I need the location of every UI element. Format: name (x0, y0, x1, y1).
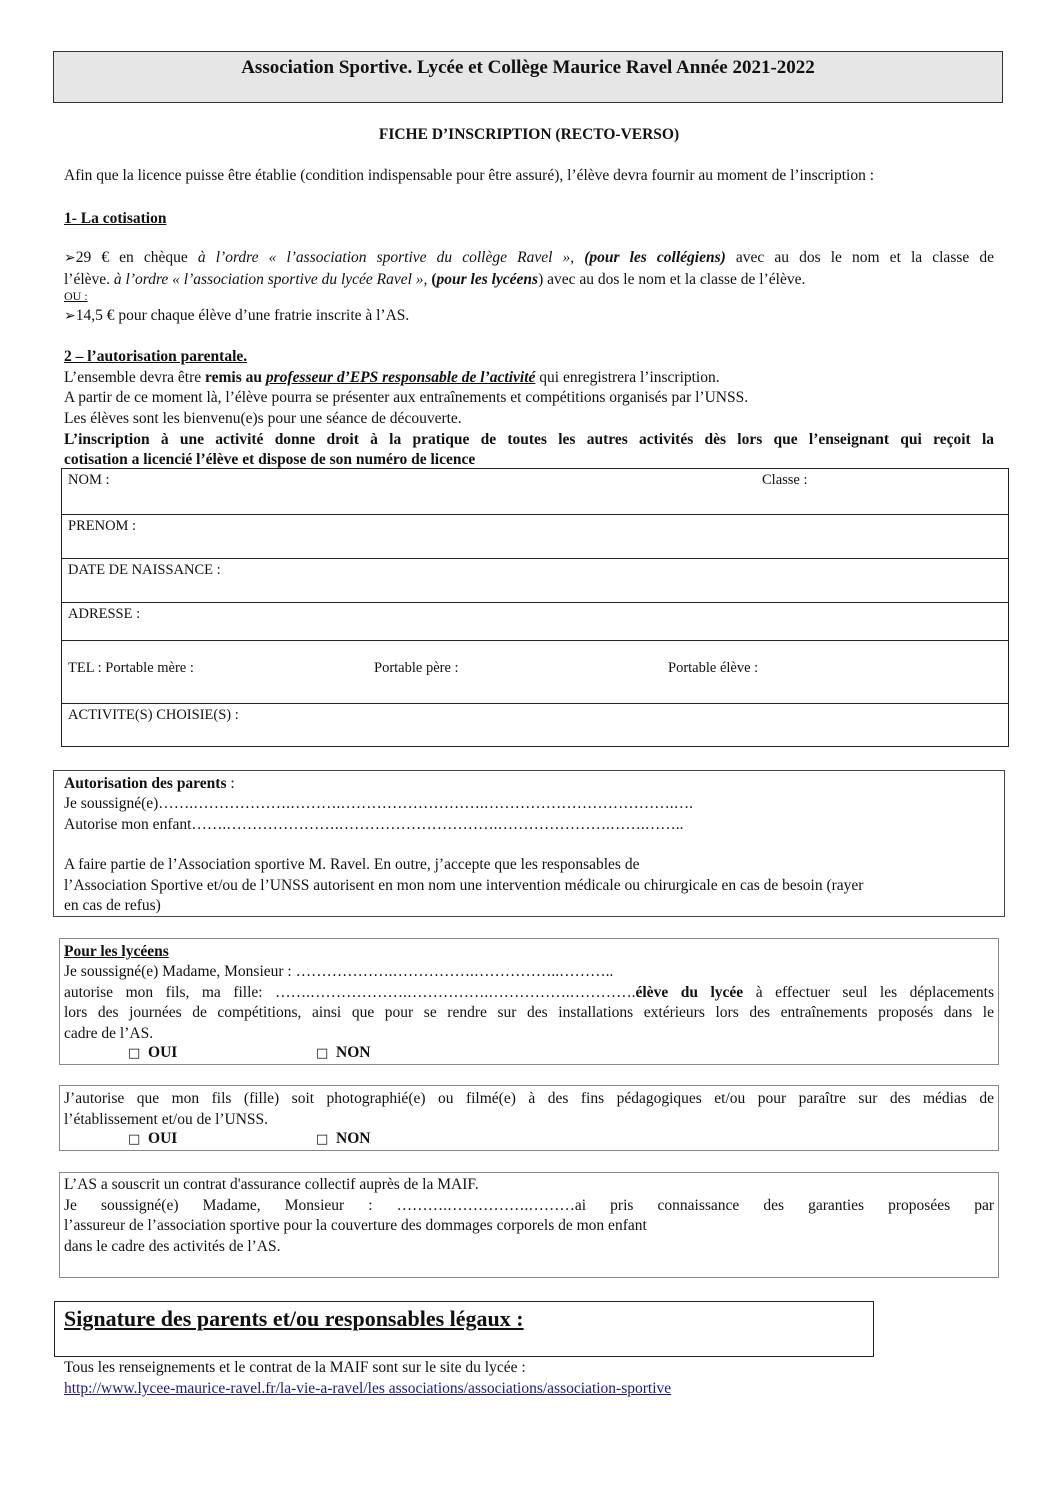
paren-open: ( (431, 271, 437, 288)
row-telephone[interactable] (62, 640, 1008, 703)
cotisation-line-2 (64, 270, 805, 290)
checkbox-icon[interactable]: □ (316, 1046, 329, 1061)
photo-non-label: NON (336, 1130, 371, 1147)
label-classe: Classe : (762, 472, 808, 488)
p1-a: L’ensemble devra être (64, 369, 206, 386)
lyceens-oui-label: OUI (148, 1044, 178, 1061)
section2-para-1 (64, 368, 720, 388)
lyceens-line2-a: autorise mon fils, ma fille: …….……………….…………….…………….…………. (64, 984, 636, 1001)
row-date-naissance[interactable] (62, 558, 1008, 602)
autorisation-heading-line (64, 774, 235, 794)
footer-link-line (64, 1379, 671, 1399)
cotisation-line-1 (64, 248, 994, 268)
row-adresse[interactable] (62, 602, 1008, 640)
lyceens-line-1[interactable]: Je soussigné(e) Madame, Monsieur : ……………….…………….……………..……….. (64, 963, 614, 980)
arrow-icon: ➢ (64, 250, 76, 266)
footer-text: Tous les renseignements et le contrat de la MAIF sont sur le site du lycée : (64, 1359, 526, 1376)
section2-para-4-line2: cotisation a licencié l’élève et dispose de son numéro de licence (64, 451, 476, 468)
p1-d: qui enregistrera l’inscription. (535, 369, 720, 386)
checkbox-icon[interactable]: □ (128, 1132, 141, 1147)
arrow-icon: ➢ (64, 308, 76, 324)
checkbox-icon[interactable]: □ (128, 1046, 141, 1061)
lyceens-non-label: NON (336, 1044, 371, 1061)
cotisation-line-3 (64, 306, 409, 326)
label-tel-eleve: Portable élève : (668, 660, 759, 676)
label-adresse: ADRESSE : (68, 606, 141, 622)
lyceens-oui-option[interactable] (128, 1044, 177, 1062)
section2-para-4-line1: L’inscription à une activité donne droit à la pratique de toutes les autres activités dès lors que l’enseignant qui reçoit la (64, 431, 994, 448)
cotisation-line2-end: ) avec au dos le nom et la classe de l’élève. (538, 271, 806, 288)
assurance-line-1: L’AS a souscrit un contrat d'assurance collectif auprès de la MAIF. (64, 1176, 479, 1193)
label-nom: NOM : (68, 472, 110, 488)
row-nom[interactable] (62, 469, 1008, 514)
registration-form (61, 468, 1009, 747)
row-activites[interactable] (62, 703, 1008, 746)
lyceens-line-4: cadre de l’AS. (64, 1025, 154, 1042)
autorisation-line-2[interactable]: Autorise mon enfant…….………………….………………………….………………….…….…….. (64, 816, 684, 833)
lyceens-eleve-du-lycee: élève du lycée (635, 984, 744, 1001)
section2-para-2: A partir de ce moment là, l’élève pourra se présenter aux entraînements et compétitions organisés par l’UNSS. (64, 389, 749, 406)
cotisation-line1-end: avec au dos le nom et la classe de (725, 249, 994, 266)
section2-heading: 2 – l’autorisation parentale. (64, 348, 248, 365)
website-link[interactable]: http://www.lycee-maurice-ravel.fr/la-vie-a-ravel/les associations/associations/association-sportive (64, 1380, 672, 1397)
label-prenom: PRENOM : (68, 518, 137, 534)
cotisation-order-lycee: à l’ordre « l’association sportive du lycée Ravel », (113, 271, 432, 288)
header-title: Association Sportive. Lycée et Collège Maurice Ravel Année 2021-2022 (241, 57, 815, 78)
assurance-line-4: dans le cadre des activités de l’AS. (64, 1238, 281, 1255)
lyceens-heading: Pour les lycéens (64, 943, 169, 960)
assurance-line-3: l’assureur de l’association sportive pour la couverture des dommages corporels de mon enfant (64, 1217, 647, 1234)
autorisation-line-4: l’Association Sportive et/ou de l’UNSS autorisent en mon nom une intervention médicale ou chirurgicale en cas de besoin (rayer (64, 877, 864, 894)
photo-line-1: J’autorise que mon fils (fille) soit photographié(e) ou filmé(e) à des fins pédagogiques et/ou pour paraître sur des médias de (64, 1090, 994, 1107)
label-tel-pere: Portable père : (374, 660, 459, 676)
cotisation-order-college: à l’ordre « l’association sportive du collège Ravel », (197, 249, 585, 266)
checkbox-icon[interactable]: □ (316, 1132, 329, 1147)
autorisation-line-3: A faire partie de l’Association sportive M. Ravel. En outre, j’accepte que les responsables de (64, 856, 640, 873)
cotisation-lyceens: pour les lycéens (436, 271, 539, 288)
signature-label: Signature des parents et/ou responsables légaux : (64, 1306, 524, 1331)
p1-b: remis au (205, 369, 266, 386)
label-date-naissance: DATE DE NAISSANCE : (68, 562, 221, 578)
lyceens-non-option[interactable] (316, 1044, 371, 1062)
intro-text: Afin que la licence puisse être établie (condition indispensable pour être assuré), l’élève devra fournir au moment de l’inscription : (64, 167, 875, 184)
cotisation-line2-start: l’élève. (64, 271, 114, 288)
lyceens-line2-c: à effectuer seul les déplacements (743, 984, 994, 1001)
section1-heading: 1- La cotisation (64, 210, 167, 227)
or-label: OU : (64, 289, 88, 303)
lyceens-line-2[interactable] (64, 983, 994, 1003)
autorisation-heading: Autorisation des parents (64, 775, 227, 792)
section2-para-3: Les élèves sont les bienvenu(e)s pour une séance de découverte. (64, 410, 462, 427)
assurance-line-2[interactable]: Je soussigné(e) Madame, Monsieur : ……….…………….………ai pris connaissance des garanties proposées par (64, 1197, 994, 1214)
lyceens-line-3: lors des journées de compétitions, ainsi que pour se rendre sur des installations extérieurs lors des entraînements proposés dans le (64, 1004, 994, 1021)
cotisation-collegiens: (pour les collégiens) (584, 249, 726, 266)
autorisation-colon: : (226, 775, 235, 792)
doc-title: FICHE D’INSCRIPTION (RECTO-VERSO) (378, 126, 680, 143)
header-box (53, 51, 1003, 103)
label-activites: ACTIVITE(S) CHOISIE(S) : (68, 707, 239, 723)
photo-line-2: l’établissement et/ou de l’UNSS. (64, 1111, 269, 1128)
row-prenom[interactable] (62, 514, 1008, 558)
photo-non-option[interactable] (316, 1130, 371, 1148)
photo-oui-option[interactable] (128, 1130, 177, 1148)
autorisation-line-1[interactable]: Je soussigné(e)…….……………….……….……………………….……………………………….…. (64, 795, 694, 812)
autorisation-line-5: en cas de refus) (64, 897, 161, 914)
cotisation-fratrie: 14,5 € pour chaque élève d’une fratrie inscrite à l’AS. (75, 307, 410, 324)
p1-professeur: professeur d’EPS responsable de l’activité (265, 369, 536, 386)
cotisation-amount: 29 € en chèque (75, 249, 198, 266)
label-tel-mere: TEL : Portable mère : (68, 660, 194, 676)
photo-oui-label: OUI (148, 1130, 178, 1147)
